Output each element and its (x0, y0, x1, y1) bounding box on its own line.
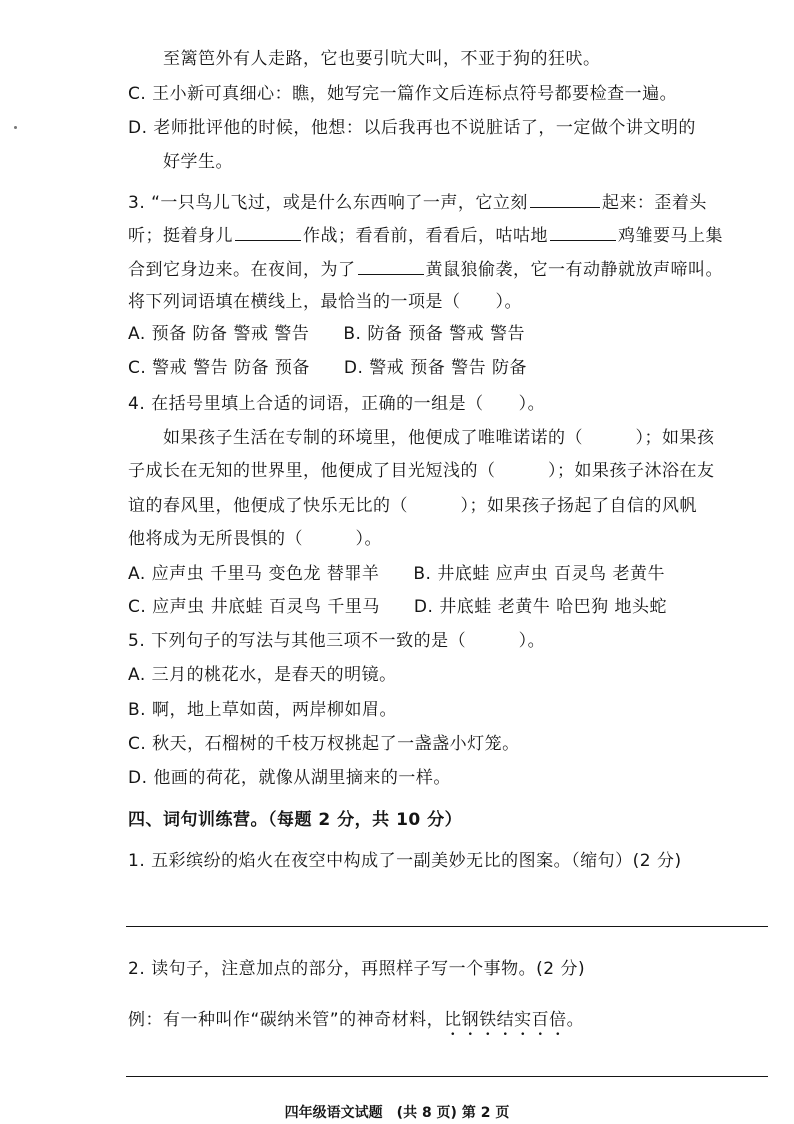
page-footer: 四年级语文试题 (共 8 页) 第 2 页 (284, 1105, 510, 1121)
q2-option-d: D. 老师批评他的时候，他想：以后我再也不说脏话了，一定做个讲文明的 (128, 118, 696, 138)
q4-passage-line-2: 子成长在无知的世界里，他便成了目光短浅的（ ）；如果孩子沐浴在友 (128, 461, 715, 481)
q4-passage-line-4: 他将成为无所畏惧的（ ）。 (128, 529, 382, 549)
section-4-example (128, 1008, 584, 1032)
q5-option-d[interactable]: D. 他画的荷花，就像从湖里摘来的一样。 (128, 768, 451, 788)
q3-option-a[interactable]: A. 预备 防备 警戒 警告 (128, 324, 310, 344)
q3-text: 鸡雏要马上集 (618, 226, 723, 246)
q3-text: 3. “一只鸟儿飞过，或是什么东西响了一声，它立刻 (128, 193, 528, 213)
q3-stem: 将下列词语填在横线上，最恰当的一项是（ ）。 (128, 292, 522, 312)
q4-passage-line-3: 谊的春风里，他便成了快乐无比的（ ）；如果孩子扬起了自信的风帆 (128, 496, 697, 516)
q5-option-a[interactable]: A. 三月的桃花水，是春天的明镜。 (128, 665, 397, 685)
q3-option-b[interactable]: B. 防备 预备 警戒 警告 (343, 324, 526, 344)
q3-passage-line-2 (128, 222, 723, 246)
q2-option-d-cont: 好学生。 (163, 152, 233, 172)
example-emphasized-part: 比钢铁结实百倍 (444, 1010, 567, 1030)
q3-option-d[interactable]: D. 警戒 预备 警告 防备 (343, 358, 527, 378)
q3-blank-3[interactable] (550, 222, 616, 241)
q5-option-b[interactable]: B. 啊，地上草如茵，两岸柳如眉。 (128, 700, 397, 720)
q4-passage-line-1: 如果孩子生活在专制的环境里，他便成了唯唯诺诺的（ ）；如果孩 (163, 428, 715, 448)
q3-passage-line-1 (128, 189, 707, 213)
answer-line-2[interactable] (126, 1076, 768, 1077)
q4-option-d[interactable]: D. 井底蛙 老黄牛 哈巴狗 地头蛇 (413, 597, 667, 617)
scan-speck (14, 126, 17, 129)
q3-blank-4[interactable] (358, 256, 424, 275)
q3-options-row-1 (128, 322, 525, 346)
q2-option-c: C. 王小新可真细心：瞧，她写完一篇作文后连标点符号都要检查一遍。 (128, 84, 678, 104)
answer-line-1[interactable] (126, 926, 768, 927)
q4-option-b[interactable]: B. 井底蛙 应声虫 百灵鸟 老黄牛 (413, 564, 666, 584)
q4-option-a[interactable]: A. 应声虫 千里马 变色龙 替罪羊 (128, 564, 380, 584)
q3-text: 听；挺着身儿 (128, 226, 233, 246)
q2-continued-line: 至篱笆外有人走路，它也要引吭大叫，不亚于狗的狂吠。 (163, 49, 601, 69)
q3-text: 起来：歪着头 (601, 193, 707, 213)
q4-option-c[interactable]: C. 应声虫 井底蛙 百灵鸟 千里马 (128, 597, 380, 617)
q3-option-c[interactable]: C. 警戒 警告 防备 预备 (128, 358, 310, 378)
q3-text: 合到它身边来。在夜间，为了 (128, 260, 356, 280)
q3-text: 作战；看看前，看看后，咕咕地 (303, 226, 548, 246)
q4-options-row-1 (128, 562, 665, 586)
q5-option-c[interactable]: C. 秋天，石榴树的千枝万杈挑起了一盏盏小灯笼。 (128, 734, 520, 754)
q3-blank-2[interactable] (235, 222, 301, 241)
section-4-title: 四、词句训练营。（每题 2 分，共 10 分） (128, 810, 463, 830)
q3-passage-line-3 (128, 256, 723, 280)
q3-blank-1[interactable] (530, 189, 600, 208)
example-text: 例：有一种叫作“碳纳米管”的神奇材料， (128, 1010, 445, 1030)
section-4-question-1: 1. 五彩缤纷的焰火在夜空中构成了一副美妙无比的图案。（缩句）(2 分) (128, 851, 682, 871)
q4-stem: 4. 在括号里填上合适的词语，正确的一组是（ ）。 (128, 394, 546, 414)
q4-options-row-2 (128, 595, 667, 619)
q3-text: 黄鼠狼偷袭，它一有动静就放声啼叫。 (425, 260, 723, 280)
q5-stem: 5. 下列句子的写法与其他三项不一致的是（ ）。 (128, 631, 546, 651)
section-4-question-2: 2. 读句子，注意加点的部分，再照样子写一个事物。(2 分) (128, 959, 586, 979)
q3-options-row-2 (128, 356, 527, 380)
example-text-end: 。 (566, 1010, 585, 1030)
